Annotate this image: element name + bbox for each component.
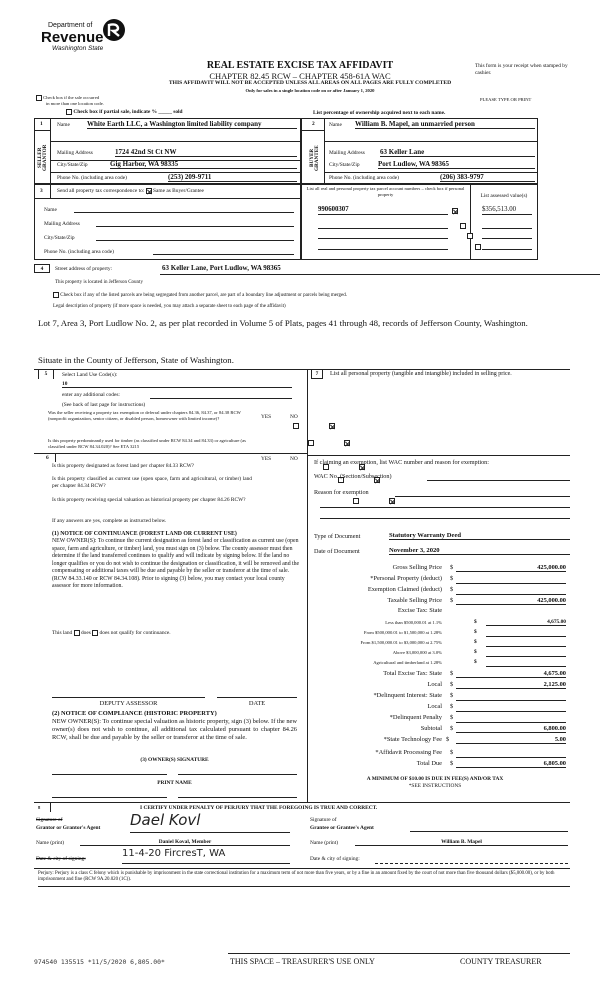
correspondence-row: Send all property tax correspondence to: Same as Buyer/Grantee bbox=[57, 188, 204, 195]
grantee-date-label: Date & city of signing: bbox=[310, 856, 360, 862]
section8-number: 8 bbox=[38, 805, 41, 810]
county-note: This property is located in Jefferson County bbox=[55, 280, 143, 285]
no-header-5: NO bbox=[290, 414, 298, 420]
type-or-print: PLEASE TYPE OR PRINT bbox=[480, 97, 532, 102]
delinquent-state-field[interactable] bbox=[456, 692, 566, 701]
penalty-label: *Delinquent Penalty bbox=[389, 714, 442, 721]
same-as-buyer-checkbox[interactable] bbox=[146, 188, 152, 194]
currency-symbol: $ bbox=[450, 586, 454, 593]
form-warning: THIS AFFIDAVIT WILL NOT BE ACCEPTED UNLESS ALL AREAS ON ALL PAGES ARE FULLY COMPLETED bbox=[168, 80, 452, 86]
no-header-6: NO bbox=[290, 456, 298, 462]
treasurer-space-label: THIS SPACE – TREASURER'S USE ONLY bbox=[230, 957, 375, 966]
county-treasurer-label: COUNTY TREASURER bbox=[460, 957, 542, 966]
tier2-label: From $500,000.01 to $1,500,000 at 1.28% bbox=[363, 630, 442, 635]
corr-name-label: Name bbox=[44, 207, 57, 213]
seller-phone-field[interactable]: (253) 209-9711 bbox=[168, 173, 297, 182]
parcel-number-1[interactable]: 990600307 bbox=[318, 206, 448, 215]
assessor-date-line[interactable] bbox=[217, 697, 297, 698]
seller-mailing-field[interactable]: 1724 42nd St Ct NW bbox=[115, 148, 297, 157]
parcel-number-4[interactable] bbox=[318, 249, 448, 250]
delinquent-local-label: Local bbox=[427, 703, 442, 710]
dor-logo-icon bbox=[102, 18, 126, 42]
seller-side-label: SELLER GRANTOR bbox=[37, 144, 49, 172]
gross-selling-price-field[interactable]: 425,000.00 bbox=[456, 564, 566, 572]
print-name-line-1[interactable] bbox=[52, 797, 167, 798]
middle-divider bbox=[307, 369, 308, 802]
grantee-name-field[interactable]: William B. Mapel bbox=[355, 839, 568, 846]
grantee-name-label: Name (print) bbox=[310, 840, 338, 846]
seller-city-label: City/State/Zip bbox=[57, 162, 88, 168]
logo-main-text: Revenue bbox=[41, 29, 104, 46]
receipt-note: This form is your receipt when stamped by cashier. bbox=[475, 63, 568, 77]
segregated-row: Check box if any of the listed parcels are being segregated from another parcel, are part of a boundary line adjustment or parcels being merged. bbox=[53, 292, 347, 298]
street-label: Street address of property: bbox=[55, 266, 113, 272]
parcel-personal-checkbox-4[interactable] bbox=[475, 244, 481, 250]
reason-field-1[interactable] bbox=[395, 496, 570, 497]
parcel-number-3[interactable] bbox=[318, 238, 448, 239]
doc-date-field[interactable]: November 3, 2020 bbox=[389, 547, 570, 555]
parcel-personal-checkbox-1[interactable] bbox=[452, 208, 458, 214]
delinquent-local-field[interactable] bbox=[456, 703, 566, 712]
notice-compliance-body: NEW OWNER(S): To continue special valuation as historic property, sign (3) below. If the new owner(s) does not wish to continue, all additional tax calculated pursuant to chapter 84.26 RCW, shall be due and payable by the seller or transferor at the time of sale. bbox=[52, 718, 297, 741]
assessed-value-2[interactable] bbox=[482, 228, 532, 229]
section7-number: 7 bbox=[311, 370, 323, 379]
street-address-field[interactable]: 63 Keller Lane, Port Ludlow, WA 98365 bbox=[162, 264, 281, 272]
subtotal-label: Subtotal bbox=[420, 725, 442, 732]
grantee-signature-label: Signature of Grantee or Grantee's Agent bbox=[310, 817, 374, 831]
local-tax-field[interactable]: 2,125.00 bbox=[456, 681, 566, 689]
section6-q2: Is this property classified as current use (open space, farm and agricultural, or timber) land per chapter 84.34 RCW? bbox=[52, 476, 252, 490]
section6-number: 6 bbox=[46, 455, 49, 461]
q2-yes-checkbox[interactable] bbox=[308, 440, 314, 446]
property-section-number: 4 bbox=[34, 264, 50, 273]
corr-city-label: City/State/Zip bbox=[44, 235, 75, 241]
continuance-qualify-row: This land does does not qualify for continuance. bbox=[52, 630, 171, 637]
seller-city-field[interactable]: Gig Harbor, WA 98335 bbox=[110, 160, 297, 169]
segregated-checkbox[interactable] bbox=[53, 292, 59, 298]
assessed-value-4[interactable] bbox=[482, 249, 532, 250]
currency-symbol: $ bbox=[450, 760, 454, 767]
currency-symbol: $ bbox=[474, 649, 477, 655]
grantor-name-field[interactable]: Daniel Koval, Member bbox=[80, 839, 290, 846]
reason-field-2[interactable] bbox=[320, 507, 570, 508]
section6-q3: Is this property receiving special valuation as historical property per chapter 84.26 RCW? bbox=[52, 497, 246, 503]
see-instructions: *SEE INSTRUCTIONS bbox=[408, 783, 462, 789]
grantor-date-field[interactable]: 11-4-20 FircresT, WA bbox=[122, 848, 290, 864]
yes-header-6: YES bbox=[261, 456, 272, 462]
partial-sale-row: Check box if partial sale, indicate % _____ sold bbox=[66, 109, 183, 115]
q2-no-checkbox[interactable] bbox=[344, 440, 350, 446]
situate-text: Situate in the County of Jefferson, State of Washington. bbox=[38, 355, 234, 365]
buyer-side-label: BUYER GRANTEE bbox=[309, 145, 321, 171]
exemption-label: If claiming an exemption, list WAC number and reason for exemption: bbox=[314, 459, 489, 466]
buyer-phone-label: Phone No. (including area code) bbox=[329, 175, 399, 181]
wac-label: WAC No. (Section/Subsection) bbox=[314, 473, 392, 480]
ownership-note: List percentage of ownership acquired next to each name. bbox=[313, 110, 446, 116]
currency-symbol: $ bbox=[450, 670, 454, 677]
doc-type-label: Type of Document bbox=[314, 533, 361, 540]
currency-symbol: $ bbox=[450, 597, 454, 604]
perjury-notice: Perjury: Perjury is a class C felony which is punishable by imprisonment in the state correctional institution for a maximum term of not more than five years, or by a fine in an amount fixed by the court of not more than five thousand dollars ($5,000.00), or by both imprisonment and fine (RCW 9A.20.020 (1C)). bbox=[38, 871, 555, 883]
tech-fee-field[interactable]: 5.00 bbox=[456, 736, 566, 744]
tier1-label: Less than $500,000.01 at 1.1% bbox=[385, 620, 442, 625]
owner-signature-line-2[interactable] bbox=[178, 774, 297, 775]
q1-yes-checkbox[interactable] bbox=[293, 423, 299, 429]
local-label: Local bbox=[427, 681, 442, 688]
penalty-field[interactable] bbox=[456, 714, 566, 723]
grantor-name-label: Name (print) bbox=[36, 840, 64, 846]
total-due-field[interactable]: 6,805.00 bbox=[456, 760, 566, 768]
reason-label: Reason for exemption bbox=[314, 489, 369, 496]
tier3-label: From $1,500,000.01 to $3,000,000 at 2.75% bbox=[360, 640, 442, 645]
buyer-name-label: Name bbox=[329, 122, 342, 128]
form-title: REAL ESTATE EXCISE TAX AFFIDAVIT bbox=[206, 60, 394, 71]
print-name-line-2[interactable] bbox=[178, 797, 297, 798]
print-name-label: PRINT NAME bbox=[157, 780, 192, 786]
buyer-city-label: City/State/Zip bbox=[329, 162, 360, 168]
corr-city-field[interactable] bbox=[96, 240, 294, 241]
agri-field[interactable] bbox=[486, 659, 566, 667]
currency-symbol: $ bbox=[474, 629, 477, 635]
processing-fee-label: *Affidavit Processing Fee bbox=[375, 749, 442, 756]
owner-signature-label: (3) OWNER(S) SIGNATURE bbox=[140, 757, 209, 763]
parcels-header: List all real and personal property tax parcel account numbers – check box if personal property bbox=[306, 186, 465, 197]
grantor-signature[interactable]: Dael Kovl bbox=[130, 811, 290, 833]
delinquent-state-label: *Delinquent Interest: State bbox=[373, 692, 442, 699]
excise-state-label: Excise Tax: State bbox=[397, 607, 443, 614]
currency-symbol: $ bbox=[474, 659, 477, 665]
parcel-personal-checkbox-2[interactable] bbox=[460, 223, 466, 229]
dor-logo bbox=[36, 14, 136, 56]
land-use-q2: Is this property predominantly used for timber (as classified under RCW 84.34 and 84.33) or agriculture (as classified under RCW 84.34.020)? See ETA 3215 bbox=[48, 438, 246, 449]
buyer-mailing-field[interactable]: 63 Keller Lane bbox=[380, 148, 535, 157]
reason-field-3[interactable] bbox=[320, 518, 570, 519]
tech-fee-label: *State Technology Fee bbox=[383, 736, 442, 743]
currency-symbol: $ bbox=[450, 681, 454, 688]
parcel-personal-checkbox-3[interactable] bbox=[467, 233, 473, 239]
exemption-claimed-label: Exemption Claimed (deduct) bbox=[367, 586, 442, 593]
deputy-assessor-label: DEPUTY ASSESSOR bbox=[99, 700, 158, 707]
personal-deduct-label: *Personal Property (deduct) bbox=[370, 575, 442, 582]
seller-section-number: 1 bbox=[40, 121, 43, 127]
currency-symbol: $ bbox=[474, 639, 477, 645]
taxable-selling-price-field[interactable]: 425,000.00 bbox=[456, 597, 566, 605]
logo-sub-text: Washington State bbox=[52, 45, 104, 52]
additional-codes-field[interactable] bbox=[150, 398, 292, 399]
multi-location-checkbox[interactable] bbox=[36, 95, 42, 101]
corr-name-field[interactable] bbox=[74, 212, 294, 213]
notice-continuance-body: NEW OWNER(S): To continue the current designation as forest land or classification as current use (open space, farm and agriculture, or timber) land, you must sign on (3) below. The county assessor must then determine if the land transferred continues to qualify and will indicate by signing below. If the land no longer qualifies or you do not wish to continue the designation or classification, it will be removed and the compensating or additional taxes will be due and payable by the seller or transferor at the time of sale. (RCW 84.33.140 or RCW 84.34.108). Prior to signing (3) below, you may contact your local county assessor for more information. bbox=[52, 538, 300, 590]
parcel-number-2[interactable] bbox=[318, 228, 448, 229]
historic-yes-checkbox[interactable] bbox=[353, 498, 359, 504]
notice-continuance-title: (1) NOTICE OF CONTINUANCE (FOREST LAND OR CURRENT USE) bbox=[52, 531, 237, 537]
tier2-field[interactable] bbox=[486, 629, 566, 637]
partial-sale-checkbox[interactable] bbox=[66, 109, 72, 115]
buyer-section-number: 2 bbox=[312, 121, 315, 127]
buyer-mailing-label: Mailing Address bbox=[329, 150, 365, 156]
currency-symbol: $ bbox=[450, 749, 454, 756]
land-use-code-field[interactable]: 10 bbox=[62, 381, 292, 388]
assessed-value-3[interactable] bbox=[482, 238, 532, 239]
logo-top-text: Department of bbox=[48, 22, 93, 29]
tier3-field[interactable] bbox=[486, 639, 566, 647]
currency-symbol: $ bbox=[450, 575, 454, 582]
section6-q1: Is this property designated as forest land per chapter 84.33 RCW? bbox=[52, 463, 195, 469]
doc-type-field[interactable]: Statutory Warranty Deed bbox=[389, 532, 570, 540]
correspondence-section-number: 3 bbox=[40, 188, 43, 194]
corr-phone-label: Phone No. (including area code) bbox=[44, 249, 114, 255]
currency-symbol: $ bbox=[474, 619, 477, 625]
currency-symbol: $ bbox=[450, 714, 454, 721]
certify-statement: I CERTIFY UNDER PENALTY OF PERJURY THAT THE FOREGOING IS TRUE AND CORRECT. bbox=[140, 805, 378, 811]
total-due-label: Total Due bbox=[416, 760, 442, 767]
personal-deduct-field[interactable] bbox=[456, 575, 566, 584]
cashier-stamp: 974540 135515 *11/5/2020 6,805.00* bbox=[34, 958, 165, 966]
wac-field[interactable] bbox=[427, 480, 570, 481]
tier4-field[interactable] bbox=[486, 649, 566, 657]
assessed-header: List assessed value(s) bbox=[480, 193, 528, 199]
agri-label: Agricultural and timberland at 1.28% bbox=[373, 660, 442, 665]
form-only-for: Only for sales in a single location code on or after January 1, 2020 bbox=[245, 88, 375, 93]
buyer-phone-field[interactable]: (206) 383-9797 bbox=[440, 173, 535, 182]
legal-label: Legal description of property (if more space is needed, you may attach a separate sheet to each page of the affidavit) bbox=[53, 304, 286, 309]
currency-symbol: $ bbox=[450, 692, 454, 699]
qualifies-checkbox[interactable] bbox=[74, 630, 80, 636]
buyer-city-field[interactable]: Port Ludlow, WA 98365 bbox=[378, 160, 535, 169]
buyer-name-field[interactable]: William B. Mapel, an unmarried person bbox=[355, 120, 535, 129]
grantee-signature-line[interactable] bbox=[410, 831, 568, 832]
grantor-signature-label: Signature of Grantor or Grantor's Agent bbox=[36, 817, 101, 831]
doc-date-label: Date of Document bbox=[314, 548, 360, 555]
grantee-date-line[interactable] bbox=[375, 863, 568, 864]
land-use-q1: Was the seller receiving a property tax exemption or deferral under chapters 84.36, 84.37, or 84.38 RCW (nonprofit organization, senior citizen, or disabled person, homeowner with limited income)? bbox=[48, 410, 241, 421]
tier1-field[interactable]: 4,675.00 bbox=[486, 619, 566, 626]
total-state-field[interactable]: 4,675.00 bbox=[456, 670, 566, 678]
land-use-label: Select Land Use Code(s): bbox=[62, 372, 118, 378]
assessed-value-1[interactable]: $356,513.00 bbox=[482, 206, 532, 215]
currency-symbol: $ bbox=[450, 564, 454, 571]
personal-property-label: List all personal property (tangible and intangible) included in selling price. bbox=[330, 371, 512, 377]
currency-symbol: $ bbox=[450, 725, 454, 732]
tier4-label: Above $3,000,000 at 3.0% bbox=[392, 650, 442, 655]
processing-fee-field[interactable] bbox=[456, 749, 566, 758]
land-use-instructions: (See back of last page for instructions) bbox=[62, 402, 146, 408]
seller-name-field[interactable]: White Earth LLC, a Washington limited liability company bbox=[87, 120, 297, 129]
seller-mailing-label: Mailing Address bbox=[57, 150, 93, 156]
minimum-note: A MINIMUM OF $10.00 IS DUE IN FEE(S) AND/OR TAX bbox=[366, 776, 504, 782]
assessor-date-label: DATE bbox=[248, 700, 266, 707]
seller-phone-label: Phone No. (including area code) bbox=[57, 175, 127, 181]
gross-label: Gross Selling Price bbox=[392, 564, 442, 571]
currency-symbol: $ bbox=[446, 736, 450, 743]
form-chapter: CHAPTER 82.45 RCW – CHAPTER 458-61A WAC bbox=[209, 71, 391, 81]
corr-mailing-label: Mailing Address bbox=[44, 221, 80, 227]
not-qualifies-checkbox[interactable] bbox=[92, 630, 98, 636]
land-use-section-number: 5 bbox=[38, 370, 54, 379]
owner-signature-line-1[interactable] bbox=[52, 774, 167, 775]
seller-name-label: Name bbox=[57, 122, 70, 128]
q1-no-checkbox[interactable] bbox=[329, 423, 335, 429]
taxable-label: Taxable Selling Price bbox=[387, 597, 442, 604]
if-yes-instruction: If any answers are yes, complete as instructed below. bbox=[52, 518, 167, 524]
corr-mailing-field[interactable] bbox=[96, 226, 294, 227]
additional-codes-label: enter any additional codes: bbox=[62, 392, 120, 398]
corr-phone-field[interactable] bbox=[153, 254, 294, 255]
exemption-claimed-field[interactable] bbox=[456, 586, 566, 595]
total-state-label: Total Excise Tax: State bbox=[383, 670, 442, 677]
historic-no-checkbox[interactable] bbox=[389, 498, 395, 504]
notice-compliance-title: (2) NOTICE OF COMPLIANCE (HISTORIC PROPERTY) bbox=[52, 710, 217, 717]
deputy-assessor-signature-line[interactable] bbox=[52, 697, 205, 698]
grantor-date-label: Date & city of signing: bbox=[36, 856, 86, 862]
multi-location-row: Check box if the sale occurred in more than one location code. bbox=[36, 95, 104, 107]
currency-symbol: $ bbox=[450, 703, 454, 710]
yes-header-5: YES bbox=[261, 414, 272, 420]
subtotal-field[interactable]: 6,800.00 bbox=[456, 725, 566, 733]
legal-description: Lot 7, Area 3, Port Ludlow No. 2, as per plat recorded in Volume 5 of Plats, pages 41 through 48, records of Jefferson County, Washington. bbox=[38, 318, 528, 328]
